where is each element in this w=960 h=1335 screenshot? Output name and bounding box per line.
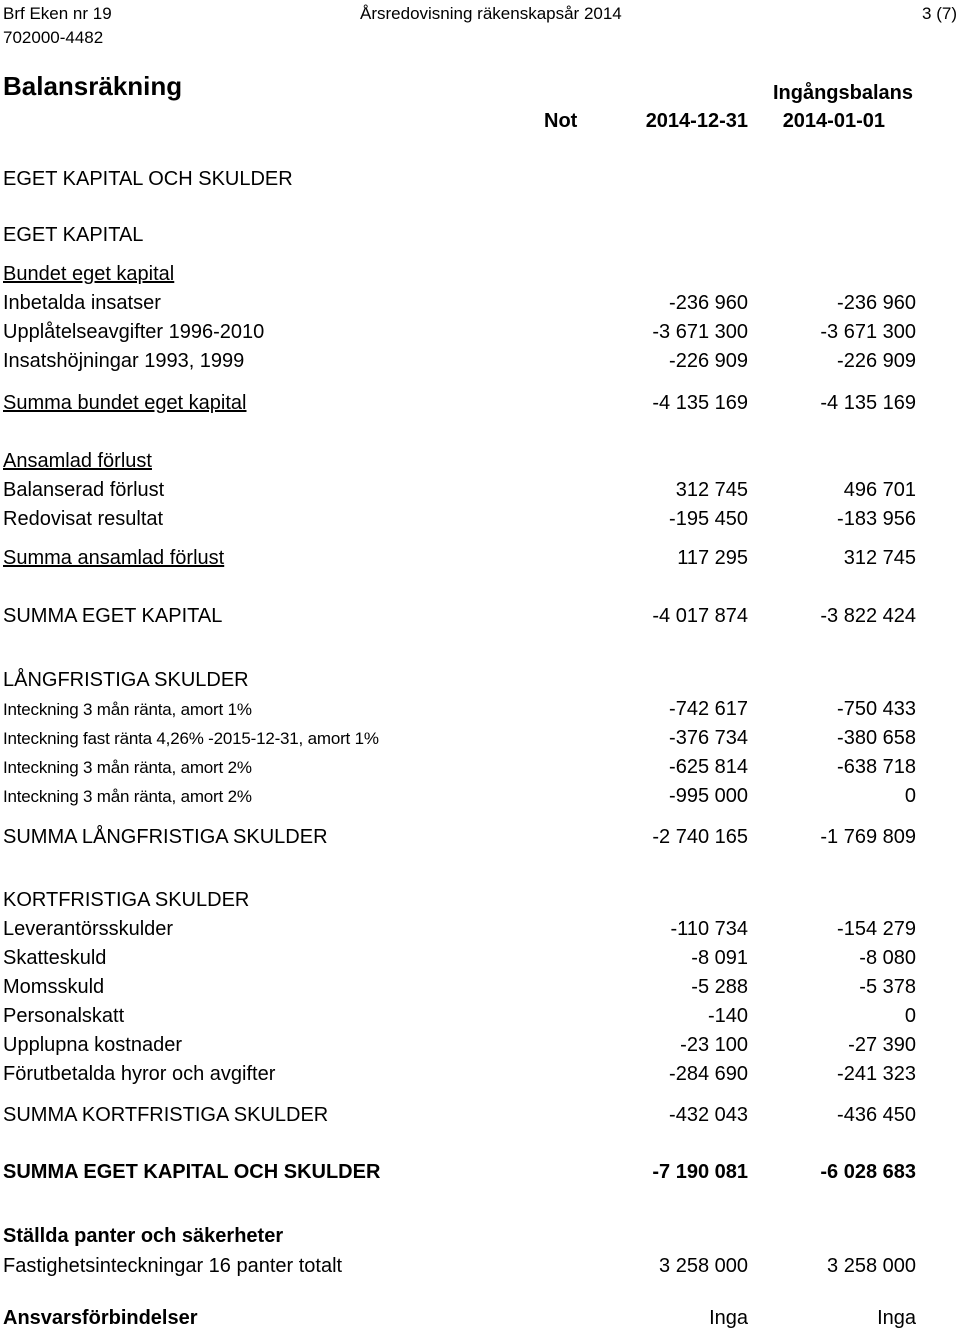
row-label: Inteckning 3 mån ränta, amort 2% bbox=[3, 758, 252, 777]
section-short-term-liabilities: KORTFRISTIGA SKULDER bbox=[3, 889, 250, 911]
page-number: 3 (7) bbox=[922, 4, 957, 23]
value-opening: Inga bbox=[877, 1307, 916, 1329]
row-label: SUMMA KORTFRISTIGA SKULDER bbox=[3, 1104, 329, 1126]
table-row bbox=[0, 756, 960, 782]
row-label: Inteckning 3 mån ränta, amort 1% bbox=[3, 700, 252, 719]
row-label: Ansvarsförbindelser bbox=[3, 1307, 198, 1329]
section-equity: EGET KAPITAL bbox=[3, 224, 144, 246]
value-opening: -8 080 bbox=[859, 947, 916, 969]
value-current: 312 745 bbox=[675, 479, 748, 501]
value-opening: -183 956 bbox=[837, 508, 916, 530]
total-row bbox=[0, 826, 960, 852]
value-current: -236 960 bbox=[669, 292, 748, 314]
report-title: Årsredovisning räkenskapsår 2014 bbox=[360, 4, 622, 23]
value-current: -8 091 bbox=[691, 947, 748, 969]
table-row bbox=[0, 1255, 960, 1281]
value-current: -284 690 bbox=[669, 1063, 748, 1085]
table-row bbox=[0, 976, 960, 1002]
table-row bbox=[0, 1034, 960, 1060]
table-row bbox=[0, 918, 960, 944]
value-current: -140 bbox=[707, 1005, 748, 1027]
row-label: Inbetalda insatser bbox=[3, 292, 161, 314]
section-bound-equity: Bundet eget kapital bbox=[3, 263, 175, 285]
table-row bbox=[0, 292, 960, 318]
value-opening: -1 769 809 bbox=[820, 826, 916, 848]
row-label: Redovisat resultat bbox=[3, 508, 164, 530]
row-label: SUMMA EGET KAPITAL OCH SKULDER bbox=[3, 1161, 381, 1183]
value-current: -195 450 bbox=[669, 508, 748, 530]
value-opening: -436 450 bbox=[837, 1104, 916, 1126]
row-label: Förutbetalda hyror och avgifter bbox=[3, 1063, 276, 1085]
column-header-current: 2014-12-31 bbox=[645, 110, 748, 132]
org-number: 702000-4482 bbox=[3, 28, 104, 47]
table-row bbox=[0, 698, 960, 724]
value-opening: 0 bbox=[904, 1005, 916, 1027]
value-current: -4 017 874 bbox=[652, 605, 748, 627]
table-row bbox=[0, 1063, 960, 1089]
section-pledged-assets: Ställda panter och säkerheter bbox=[3, 1225, 284, 1247]
value-opening: -380 658 bbox=[837, 727, 916, 749]
value-current: -3 671 300 bbox=[652, 321, 748, 343]
column-header-opening-label: Ingångsbalans bbox=[772, 82, 913, 104]
table-row bbox=[0, 350, 960, 376]
total-row bbox=[0, 605, 960, 631]
column-header-opening: 2014-01-01 bbox=[782, 110, 885, 132]
table-row bbox=[0, 1005, 960, 1031]
total-row bbox=[0, 1104, 960, 1130]
value-opening: 3 258 000 bbox=[827, 1255, 916, 1277]
value-current: -4 135 169 bbox=[652, 392, 748, 414]
row-label: Balanserad förlust bbox=[3, 479, 165, 501]
section-accumulated-loss: Ansamlad förlust bbox=[3, 450, 152, 472]
section-equity-and-liabilities: EGET KAPITAL OCH SKULDER bbox=[3, 168, 293, 190]
value-opening: -638 718 bbox=[837, 756, 916, 778]
value-current: 117 295 bbox=[677, 547, 748, 569]
subtotal-row bbox=[0, 547, 960, 573]
row-label: Leverantörsskulder bbox=[3, 918, 174, 940]
value-opening: -6 028 683 bbox=[820, 1161, 916, 1183]
column-header-not: Not bbox=[544, 110, 578, 132]
value-opening: -154 279 bbox=[837, 918, 916, 940]
value-opening: -5 378 bbox=[859, 976, 916, 998]
value-opening: -3 822 424 bbox=[820, 605, 916, 627]
table-row bbox=[0, 321, 960, 347]
value-current: -2 740 165 bbox=[652, 826, 748, 848]
value-current: -742 617 bbox=[669, 698, 748, 720]
value-opening: 0 bbox=[904, 785, 916, 807]
row-label: SUMMA LÅNGFRISTIGA SKULDER bbox=[3, 826, 328, 848]
value-opening: -226 909 bbox=[837, 350, 916, 372]
value-current: -110 734 bbox=[670, 918, 748, 940]
value-opening: -27 390 bbox=[848, 1034, 916, 1056]
value-current: -376 734 bbox=[669, 727, 748, 749]
row-label: Momsskuld bbox=[3, 976, 105, 998]
table-row bbox=[0, 785, 960, 811]
value-current: -226 909 bbox=[669, 350, 748, 372]
contingent-liabilities-row bbox=[0, 1307, 960, 1333]
row-label: SUMMA EGET KAPITAL bbox=[3, 605, 223, 627]
value-current: -625 814 bbox=[669, 756, 748, 778]
row-label: Inteckning fast ränta 4,26% -2015-12-31, amort 1% bbox=[3, 729, 379, 748]
value-current: -995 000 bbox=[669, 785, 748, 807]
row-label: Insatshöjningar 1993, 1999 bbox=[3, 350, 245, 372]
value-current: -23 100 bbox=[680, 1034, 748, 1056]
value-opening: -4 135 169 bbox=[820, 392, 916, 414]
value-current: -7 190 081 bbox=[652, 1161, 748, 1183]
row-label: Upplåtelseavgifter 1996-2010 bbox=[3, 321, 265, 343]
table-row bbox=[0, 508, 960, 534]
value-opening: -236 960 bbox=[837, 292, 916, 314]
value-opening: -3 671 300 bbox=[820, 321, 916, 343]
value-opening: -750 433 bbox=[837, 698, 916, 720]
value-current: Inga bbox=[709, 1307, 748, 1329]
row-label: Skatteskuld bbox=[3, 947, 107, 969]
value-opening: -241 323 bbox=[837, 1063, 916, 1085]
page-title: Balansräkning bbox=[3, 71, 183, 101]
value-opening: 496 701 bbox=[843, 479, 916, 501]
table-row bbox=[0, 479, 960, 505]
row-label: Fastighetsinteckningar 16 panter totalt bbox=[3, 1255, 343, 1277]
value-current: 3 258 000 bbox=[659, 1255, 748, 1277]
row-label: Upplupna kostnader bbox=[3, 1034, 183, 1056]
value-opening: 312 745 bbox=[843, 547, 916, 569]
grand-total-row bbox=[0, 1161, 960, 1187]
value-current: -5 288 bbox=[691, 976, 748, 998]
row-label: Summa ansamlad förlust bbox=[3, 547, 225, 569]
row-label: Personalskatt bbox=[3, 1005, 125, 1027]
row-label: Summa bundet eget kapital bbox=[3, 392, 247, 414]
table-row bbox=[0, 727, 960, 753]
row-label: Inteckning 3 mån ränta, amort 2% bbox=[3, 787, 252, 806]
table-row bbox=[0, 947, 960, 973]
value-current: -432 043 bbox=[669, 1104, 748, 1126]
org-name: Brf Eken nr 19 bbox=[3, 4, 112, 23]
subtotal-row bbox=[0, 392, 960, 418]
section-long-term-liabilities: LÅNGFRISTIGA SKULDER bbox=[3, 669, 249, 691]
